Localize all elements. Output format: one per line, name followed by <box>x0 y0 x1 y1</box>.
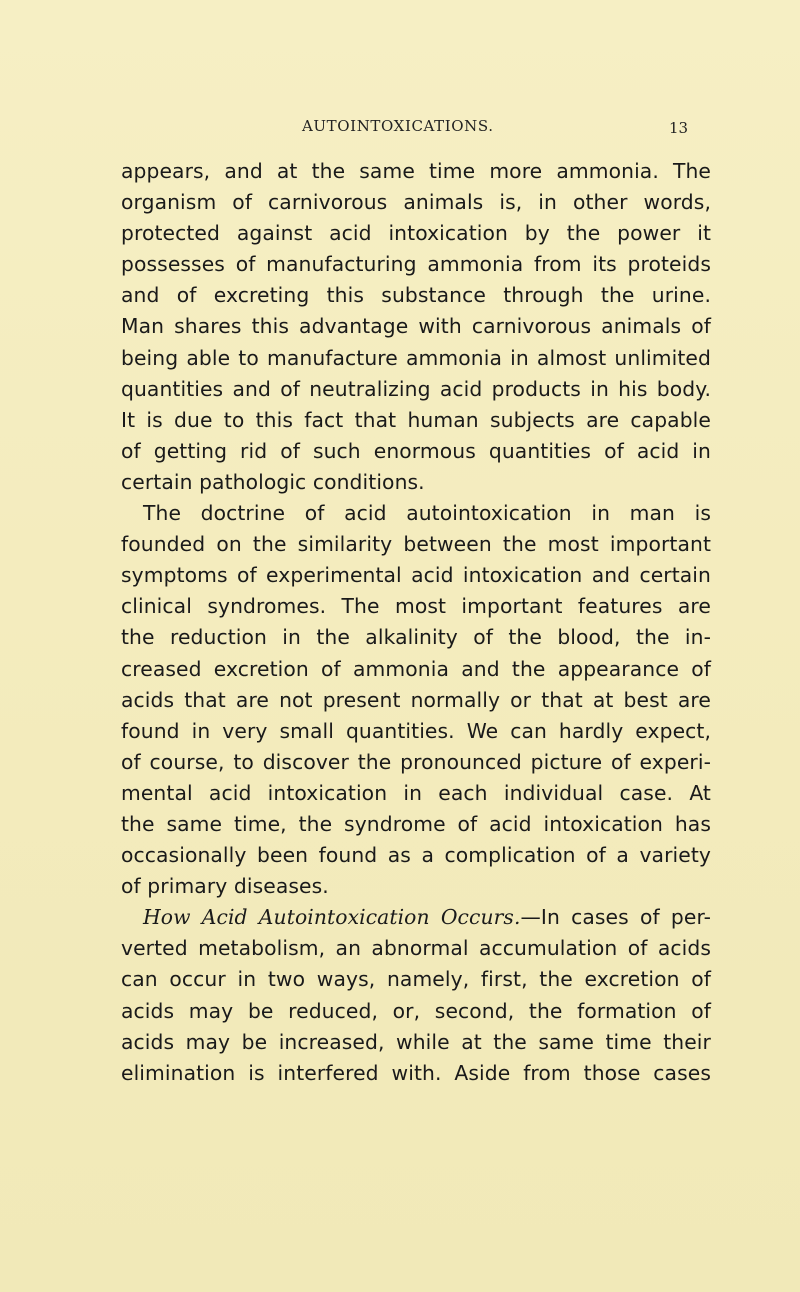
running-title: AUTOINTOXICATIONS. <box>302 117 494 135</box>
text-line: found in very small quantities. We can hardly expect, <box>121 718 711 743</box>
running-head <box>0 117 800 141</box>
page-number: 13 <box>669 119 689 137</box>
text-line: being able to manufacture ammonia in almost unlimited <box>121 345 711 370</box>
section-heading-line <box>121 902 711 933</box>
text-line: the same time, the syndrome of acid intoxication has <box>121 811 711 836</box>
text-line: verted metabolism, an abnormal accumulation of acids <box>121 936 711 961</box>
text-line: acids that are not present normally or that at best are <box>121 687 711 712</box>
text-line: founded on the similarity between the most important <box>121 532 711 557</box>
text-line: clinical syndromes. The most important features are <box>121 594 711 619</box>
text-line: organism of carnivorous animals is, in other words, <box>121 190 711 215</box>
text-line: of getting rid of such enormous quantities of acid in <box>121 438 711 463</box>
text-line: appears, and at the same time more ammonia. The <box>121 159 711 183</box>
text-line: can occur in two ways, namely, first, the excretion of <box>121 967 711 992</box>
text-line: elimination is interfered with. Aside from those cases <box>121 1060 711 1085</box>
text-line: It is due to this fact that human subjects are capable <box>121 407 711 432</box>
text-line: the reduction in the alkalinity of the blood, the in- <box>121 625 711 650</box>
text-line: occasionally been found as a complication of a variety <box>121 843 711 868</box>
text-line: mental acid intoxication in each individual case. At <box>121 780 711 805</box>
text-line: of primary diseases. <box>121 874 329 899</box>
text-line: possesses of manufacturing ammonia from its proteids <box>121 252 711 277</box>
text-line: of course, to discover the pronounced picture of experi- <box>121 749 711 774</box>
text-line: certain pathologic conditions. <box>121 469 425 494</box>
text-line: creased excretion of ammonia and the appearance of <box>121 656 711 681</box>
section-heading: How Acid Autointoxication Occurs. <box>143 905 521 930</box>
section-lead: —In cases of per- <box>520 905 712 930</box>
text-line: symptoms of experimental acid intoxication and certain <box>121 563 711 588</box>
text-line: acids may be reduced, or, second, the formation of <box>121 998 711 1023</box>
text-line: Man shares this advantage with carnivorous animals of <box>121 314 711 339</box>
text-line: acids may be increased, while at the same time their <box>121 1029 711 1054</box>
paragraph-start: The doctrine of acid autointoxication in man is <box>143 501 711 526</box>
text-line: protected against acid intoxication by the power it <box>121 221 711 246</box>
text-line: and of excreting this substance through the urine. <box>121 283 711 308</box>
text-line: quantities and of neutralizing acid products in his body. <box>121 376 711 401</box>
body-text <box>121 156 711 1089</box>
